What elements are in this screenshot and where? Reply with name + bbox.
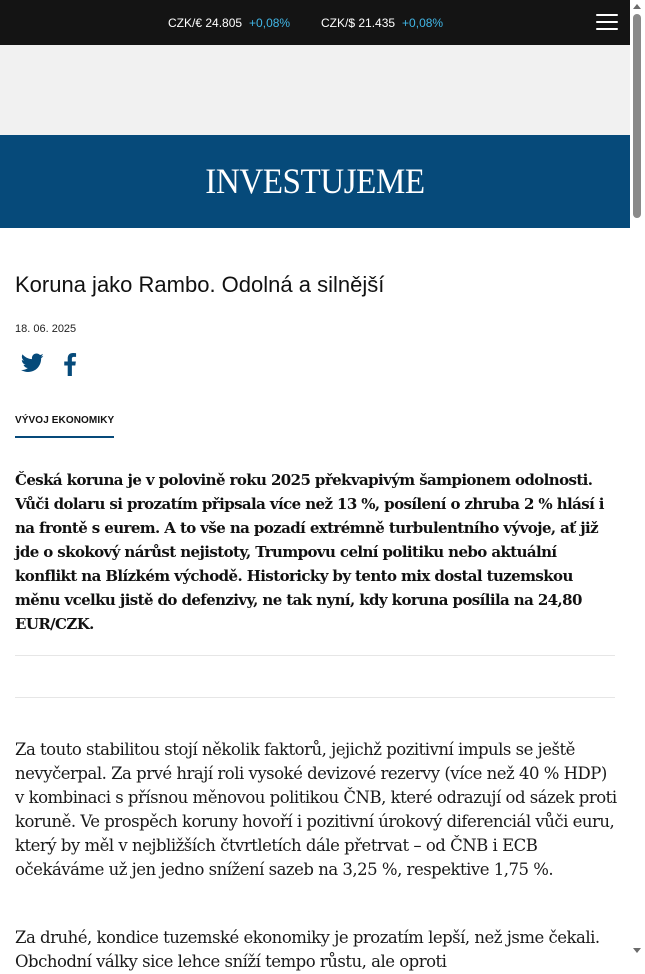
menu-line bbox=[596, 28, 618, 30]
article-perex: Česká koruna je v polovině roku 2025 překvapivým šampionem odolnosti. Vůči dolaru si prozatím připsala více než 13 %, posílení o zhruba 2 % hlásí i na frontě s eurem. A to vše na pozadí extrémně turbulentního vývoje, ať již jde o skokový nárůst nejistoty, Trumpovu celní politiku nebo aktuální konflikt na Blízkém východě. Historicky by tento mix dostal tuzemskou měnu vcelku jistě do defenzivy, ne tak nyní, kdy koruna posílila na 24,80 EUR/CZK. bbox=[15, 471, 604, 633]
scroll-down-arrow-icon[interactable] bbox=[633, 948, 641, 953]
ad-banner-space bbox=[0, 45, 630, 135]
article-title: Koruna jako Rambo. Odolná a silnější bbox=[15, 272, 385, 297]
currency-ticker-bar bbox=[0, 0, 630, 45]
article-date: 18. 06. 2025 bbox=[15, 323, 77, 335]
share-facebook-button[interactable] bbox=[63, 353, 77, 377]
menu-line bbox=[596, 21, 618, 23]
ticker-eur-change: +0,08% bbox=[249, 16, 291, 30]
share-twitter-button[interactable] bbox=[21, 353, 44, 377]
ticker-usd-rate: CZK/$ 21.435 bbox=[321, 16, 396, 30]
menu-line bbox=[596, 14, 618, 16]
scrollbar-thumb[interactable] bbox=[633, 14, 641, 218]
ticker-usd[interactable] bbox=[321, 16, 443, 30]
vertical-scrollbar[interactable] bbox=[630, 0, 645, 961]
article-paragraph: Za touto stabilitou stojí několik faktorů, jejichž pozitivní impuls se ještě nevyčerpal. Za prvé hrají roli vysoké devizové rezervy (více než 40 % HDP) v kombinaci s přísnou měnovou politikou ČNB, které odrazují od sázek proti koruně. Ve prospěch koruny hovoří i pozitivní úrokový diferenciál vůči euru, který by měl v nejbližších čtvrtletích dále přetrvat – od ČNB i ECB očekáváme už jen jedno snížení sazeb na 3,25 %, respektive 1,75 %. bbox=[15, 740, 617, 879]
divider bbox=[15, 655, 615, 656]
brand-header bbox=[0, 135, 630, 228]
facebook-icon bbox=[63, 353, 77, 376]
ticker-eur-rate: CZK/€ 24.805 bbox=[168, 16, 243, 30]
hamburger-menu-icon[interactable] bbox=[596, 14, 618, 32]
scroll-up-arrow-icon[interactable] bbox=[633, 4, 641, 9]
twitter-icon bbox=[21, 353, 44, 373]
ticker-usd-change: +0,08% bbox=[402, 16, 444, 30]
article-category-tag[interactable]: VÝVOJ EKONOMIKY bbox=[15, 414, 114, 438]
ticker-eur[interactable] bbox=[168, 16, 290, 30]
article-paragraph: Za druhé, kondice tuzemské ekonomiky je prozatím lepší, než jsme čekali. Obchodní války sice lehce sníží tempo růstu, ale oproti bbox=[15, 928, 600, 971]
divider bbox=[15, 697, 615, 698]
site-logo[interactable]: INVESTUJEME bbox=[205, 161, 425, 201]
